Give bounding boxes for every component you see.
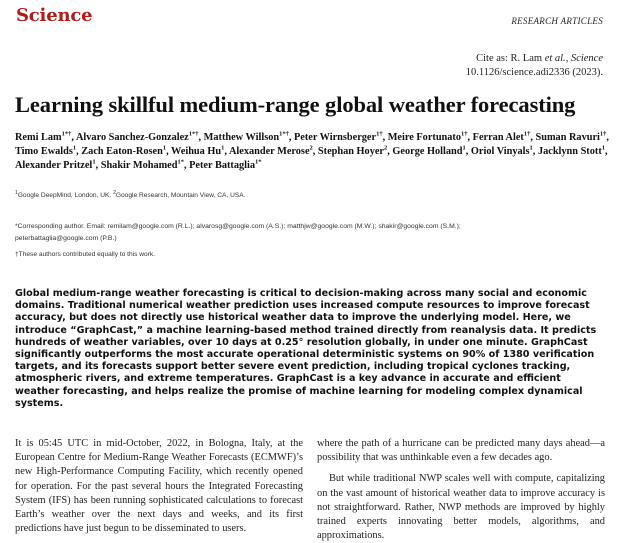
author-affiliation-marker: 2	[384, 144, 388, 152]
author-affiliation-marker: 1*†	[61, 130, 72, 138]
author	[76, 132, 204, 143]
author	[473, 132, 536, 143]
author-name: Zach Eaton-Rosen	[81, 146, 163, 157]
author-name: Peter Wirnsberger	[293, 132, 377, 143]
affiliation-marker: 2	[113, 190, 116, 196]
author-affiliation-marker: 1	[529, 144, 533, 152]
author-separator: ,	[76, 146, 82, 157]
author-name: Alexander Merose	[228, 146, 310, 157]
author	[101, 160, 189, 171]
author-name: Meire Fortunato	[387, 132, 462, 143]
author-affiliation-marker: 1	[72, 144, 77, 152]
author-affiliation-marker: 1†	[599, 130, 607, 138]
author-name: Stephan Hoyer	[317, 146, 384, 157]
author	[392, 146, 470, 157]
author	[204, 132, 294, 143]
author-affiliation-marker: 1	[601, 144, 605, 152]
journal-logo: Science	[16, 5, 93, 26]
author-name: Peter Battaglia	[189, 160, 255, 171]
author-affiliation-marker: 1†	[523, 130, 531, 138]
citation-prefix: Cite as: R. Lam	[476, 53, 545, 64]
corresponding-line: *Corresponding author. Email: remilam@google.com (R.L.); alvarosg@google.com (A.S.); matthjw@google.com (M.W.); shakir@google.com (S.M.);	[15, 223, 461, 230]
corresponding-author	[15, 221, 610, 244]
author-name: Matthew Willson	[203, 132, 280, 143]
affiliation-text: Google DeepMind, London, UK.	[17, 192, 114, 200]
author-separator: ,	[183, 160, 190, 171]
author-separator: ,	[532, 146, 538, 157]
author	[538, 146, 608, 157]
author-affiliation-marker: 1	[462, 144, 466, 152]
author-separator: ,	[387, 146, 393, 157]
body-paragraph: But while traditional NWP scales well with compute, capitalizing on the vast amount of historical weather data to improve accuracy is not straightforward. Rather, NWP methods are improved by highly trained experts innovating better models, algorithms, and approximations.	[317, 473, 605, 542]
affiliation-marker: 1	[15, 190, 18, 196]
author-affiliation-marker: 1	[221, 144, 225, 152]
author	[471, 146, 538, 157]
author-name: Ferran Alet	[472, 132, 524, 143]
author-name: Alvaro Sanchez-Gonzalez	[75, 132, 189, 143]
author-affiliation-marker: 1†	[461, 130, 468, 138]
author-list	[15, 131, 610, 173]
author-name: Oriol Vinyals	[470, 146, 530, 157]
author-name: Suman Ravuri	[535, 132, 600, 143]
author-separator: ,	[382, 132, 388, 143]
citation-sep: ,	[565, 53, 571, 64]
author-separator: ,	[198, 132, 204, 143]
citation-et-al: et al.	[544, 53, 566, 64]
citation-doi: 10.1126/science.adi2336 (2023).	[465, 67, 603, 78]
author-separator: ,	[288, 132, 294, 143]
citation-line	[466, 52, 603, 66]
author	[536, 132, 609, 143]
citation-journal: Science	[570, 53, 603, 64]
section-label: RESEARCH ARTICLES	[511, 16, 603, 26]
author-separator: ,	[71, 132, 76, 143]
author-separator: ,	[166, 146, 172, 157]
equal-contribution-note: †These authors contributed equally to this work.	[15, 251, 156, 258]
author-separator: ,	[312, 146, 318, 157]
corresponding-line: peterbattaglia@google.com (P.B.)	[15, 234, 117, 242]
author-separator: ,	[606, 132, 609, 143]
body-column-left	[15, 437, 303, 536]
author-separator: ,	[95, 160, 101, 171]
author-affiliation-marker: 1*†	[188, 130, 199, 138]
author	[15, 146, 81, 157]
author-separator: ,	[465, 146, 471, 157]
author-separator: ,	[605, 146, 608, 157]
author-name: Remi Lam	[15, 132, 62, 143]
affiliation-text: Google Research, Mountain View, CA, USA.	[115, 192, 246, 200]
author-separator: ,	[530, 132, 536, 143]
affiliations	[15, 190, 610, 199]
author-separator: ,	[224, 146, 229, 157]
citation-block	[466, 52, 603, 80]
author	[15, 160, 101, 171]
author-affiliation-marker: 1*†	[279, 130, 289, 138]
author-name: Shakir Mohamed	[100, 160, 178, 171]
author-affiliation-marker: 2	[309, 144, 313, 152]
body-paragraph: where the path of a hurricane can be predicted many days ahead—a possibility that was unthinkable even a few decades ago.	[317, 438, 605, 464]
author	[189, 160, 261, 171]
author-name: Jacklynn Stott	[537, 146, 602, 157]
author-name: Weihua Hu	[171, 146, 222, 157]
author-separator: ,	[467, 132, 473, 143]
author-affiliation-marker: 1	[162, 144, 167, 152]
author-affiliation-marker: 1*	[255, 158, 262, 166]
body-column-right	[317, 437, 605, 543]
author-name: Alexander Pritzel	[15, 160, 93, 171]
author-name: George Holland	[392, 146, 463, 157]
author	[318, 146, 392, 157]
author-affiliation-marker: 1*	[177, 158, 184, 166]
author	[229, 146, 318, 157]
author	[15, 132, 76, 143]
abstract: Global medium-range weather forecasting is critical to decision-making across many social and economic domains. Traditional numerical weather prediction uses increased compute resources to improve forecast accuracy, but does not directly use historical weather data to improve the underlying model. Here, we introduce “GraphCast,” a machine learning-based method trained directly from reanalysis data. It predicts hundreds of weather variables, over 10 days at 0.25° resolution globally, in under one minute. GraphCast significantly outperforms the most accurate operational deterministic systems on 90% of 1380 verification targets, and its forecasts support better severe event prediction, including tropical cyclones tracking, atmospheric rivers, and extreme temperatures. GraphCast is a key advance in accurate and efficient weather forecasting, and helps realize the promise of machine learning for modeling complex dynamical systems.	[15, 288, 597, 409]
body-paragraph: It is 05:45 UTC in mid-October, 2022, in Bologna, Italy, at the European Centre for Medium-Range Weather Forecasts (ECMWF)’s new High-Performance Computing Facility, which recently opened for operation. For the past several hours the Integrated Forecasting System (IFS) has been running sophisticated calculations to forecast Earth’s weather over the next days and weeks, and its first predictions have just begun to be disseminated to users.	[15, 438, 303, 535]
author-name: Timo Ewalds	[15, 146, 73, 157]
author	[388, 132, 473, 143]
article-title: Learning skillful medium-range global weather forecasting	[15, 92, 576, 117]
author-affiliation-marker: 1	[92, 158, 96, 166]
author	[81, 146, 171, 157]
author	[171, 146, 229, 157]
author-affiliation-marker: 1†	[376, 130, 383, 138]
author	[294, 132, 388, 143]
